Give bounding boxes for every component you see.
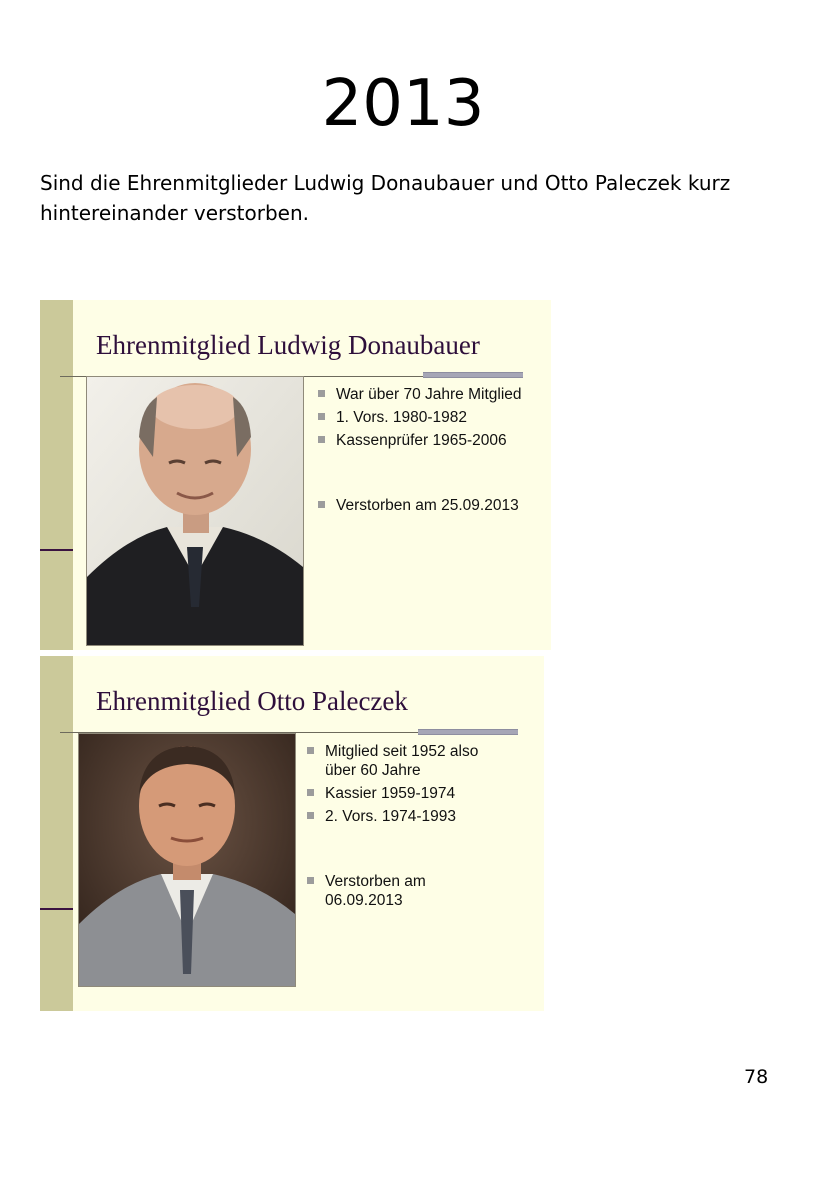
bullet-item: Kassier 1959-1974 <box>307 784 507 803</box>
square-bullet-icon <box>318 390 325 397</box>
portrait-photo-icon <box>79 734 295 986</box>
square-bullet-icon <box>307 789 314 796</box>
page-number: 78 <box>744 1066 769 1088</box>
square-bullet-icon <box>318 501 325 508</box>
bullet-item: Verstorben am 06.09.2013 <box>307 872 507 910</box>
bullet-item: Mitglied seit 1952 also über 60 Jahre <box>307 742 507 780</box>
page-heading-year: 2013 <box>321 67 485 141</box>
square-bullet-icon <box>307 747 314 754</box>
square-bullet-icon <box>318 413 325 420</box>
bullet-item: Kassenprüfer 1965-2006 <box>318 431 548 450</box>
slide-sidebar-divider <box>40 908 73 910</box>
bullet-list <box>307 742 507 914</box>
portrait-photo-paleczek <box>78 733 296 987</box>
square-bullet-icon <box>307 812 314 819</box>
bullet-list <box>318 385 548 519</box>
slide-sidebar-divider <box>40 549 73 551</box>
slide-sidebar <box>40 656 73 1011</box>
slide-otto-paleczek <box>40 656 544 1011</box>
square-bullet-icon <box>307 877 314 884</box>
portrait-photo-icon <box>87 377 303 645</box>
title-accent-bar <box>418 729 518 735</box>
title-accent-bar <box>423 372 523 378</box>
bullet-item: War über 70 Jahre Mitglied <box>318 385 548 404</box>
slide-sidebar <box>40 300 73 650</box>
bullet-item: 1. Vors. 1980-1982 <box>318 408 548 427</box>
square-bullet-icon <box>318 436 325 443</box>
slide-title: Ehrenmitglied Ludwig Donaubauer <box>96 330 480 360</box>
slide-ludwig-donaubauer <box>40 300 551 650</box>
portrait-photo-donaubauer <box>86 376 304 646</box>
slide-title: Ehrenmitglied Otto Paleczek <box>96 686 408 716</box>
intro-paragraph: Sind die Ehrenmitglieder Ludwig Donaubauer und Otto Paleczek kurz hintereinander verstorben. <box>40 171 731 225</box>
bullet-item: Verstorben am 25.09.2013 <box>318 496 548 515</box>
bullet-item: 2. Vors. 1974-1993 <box>307 807 507 826</box>
